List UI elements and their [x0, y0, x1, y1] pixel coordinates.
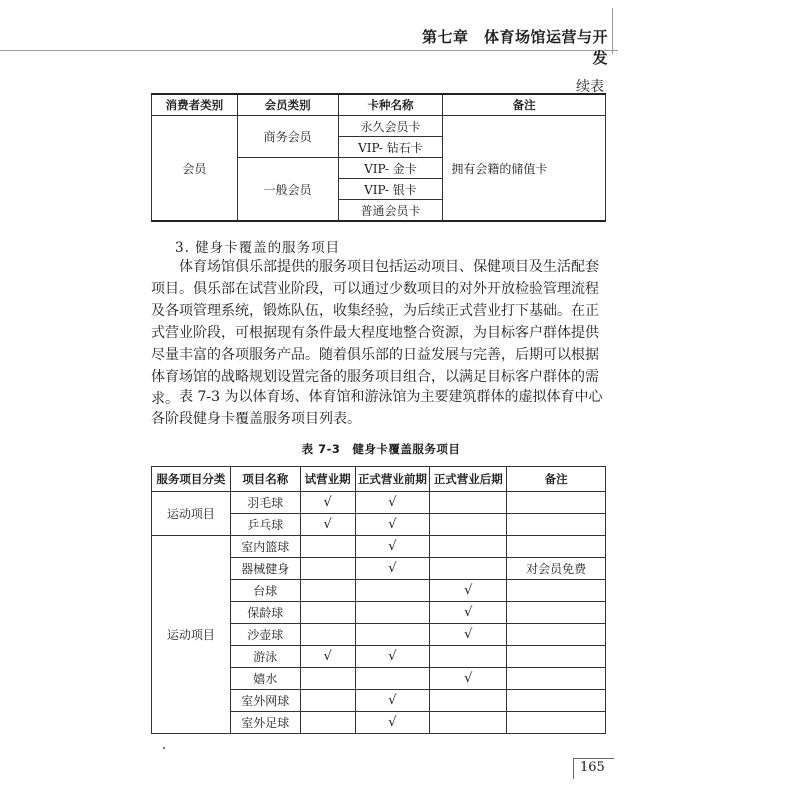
header-consumer-category: 消费者类别 — [152, 94, 238, 116]
item-name-cell: 羽毛球 — [230, 492, 300, 514]
header-card-name: 卡种名称 — [338, 94, 443, 116]
table-header-row — [152, 467, 606, 492]
trial-check-cell: √ — [300, 492, 355, 514]
late-check-cell — [430, 492, 507, 514]
card-name-cell: 普通会员卡 — [338, 200, 443, 222]
card-name-cell: VIP- 金卡 — [338, 158, 443, 179]
remarks-cell — [507, 602, 606, 624]
page-number: 165 — [580, 760, 605, 775]
remarks-cell — [507, 514, 606, 536]
remarks-cell — [507, 668, 606, 690]
header-early-operation: 正式营业前期 — [355, 467, 430, 492]
trial-check-cell — [300, 668, 355, 690]
trial-check-cell — [300, 712, 355, 734]
item-name-cell: 保龄球 — [230, 602, 300, 624]
early-check-cell — [355, 602, 430, 624]
late-check-cell: √ — [430, 624, 507, 646]
remarks-cell — [507, 580, 606, 602]
consumer-category-cell: 会员 — [152, 116, 238, 222]
late-check-cell — [430, 712, 507, 734]
item-name-cell: 室外网球 — [230, 690, 300, 712]
continued-label: 续表 — [576, 79, 604, 95]
item-name-cell: 室内篮球 — [230, 536, 300, 558]
early-check-cell: √ — [355, 536, 430, 558]
trial-check-cell: √ — [300, 646, 355, 668]
remarks-cell — [507, 492, 606, 514]
item-name-cell: 乒乓球 — [230, 514, 300, 536]
table-row — [152, 536, 606, 558]
late-check-cell — [430, 646, 507, 668]
header-trial-period: 试营业期 — [300, 467, 355, 492]
item-name-cell: 室外足球 — [230, 712, 300, 734]
table-row — [152, 492, 606, 514]
early-check-cell: √ — [355, 492, 430, 514]
late-check-cell — [430, 536, 507, 558]
header-remarks: 备注 — [443, 94, 606, 116]
header-service-category: 服务项目分类 — [152, 467, 231, 492]
trial-check-cell — [300, 558, 355, 580]
body-paragraph: 体育场馆俱乐部提供的服务项目包括运动项目、保健项目及生活配套项目。俱乐部在试营业阶段，可以通过少数项目的对外开放检验管理流程及各项管理系统，锻炼队伍，收集经验，为后续正式营业打下基础。在正式营业阶段，可根据现有条件最大程度地整合资源，为目标客户群体提供尽量丰富的各项服务产品。随着俱乐部的日益发展与完善，后期可以根据体育场馆的战略规划设置完备的服务项目组合，以满足目标客户群体的需求。 — [151, 259, 599, 407]
member-category-cell: 一般会员 — [237, 158, 338, 222]
print-speck — [163, 747, 165, 749]
late-check-cell: √ — [430, 668, 507, 690]
membership-card-table — [151, 93, 606, 222]
early-check-cell — [355, 580, 430, 602]
card-name-cell: 永久会员卡 — [338, 116, 443, 137]
remarks-cell — [507, 646, 606, 668]
trial-check-cell — [300, 624, 355, 646]
service-category-cell: 运动项目 — [152, 536, 231, 734]
item-name-cell: 游泳 — [230, 646, 300, 668]
item-name-cell: 台球 — [230, 580, 300, 602]
early-check-cell: √ — [355, 558, 430, 580]
trial-check-cell — [300, 602, 355, 624]
late-check-cell: √ — [430, 602, 507, 624]
item-name-cell: 沙壶球 — [230, 624, 300, 646]
remarks-cell — [507, 624, 606, 646]
trial-check-cell — [300, 690, 355, 712]
early-check-cell: √ — [355, 712, 430, 734]
table-header-row — [152, 94, 606, 116]
trial-check-cell: √ — [300, 514, 355, 536]
header-edge-rule — [612, 8, 613, 54]
service-coverage-table — [151, 466, 606, 734]
section-heading: 3. 健身卡覆盖的服务项目 — [175, 240, 341, 256]
header-remarks: 备注 — [507, 467, 606, 492]
card-name-cell: VIP- 钻石卡 — [338, 137, 443, 158]
early-check-cell: √ — [355, 514, 430, 536]
table-row — [152, 116, 606, 137]
member-category-cell: 商务会员 — [237, 116, 338, 158]
item-name-cell: 嬉水 — [230, 668, 300, 690]
remarks-cell: 拥有会籍的储值卡 — [443, 116, 606, 222]
early-check-cell: √ — [355, 690, 430, 712]
header-item-name: 项目名称 — [230, 467, 300, 492]
trial-check-cell — [300, 580, 355, 602]
early-check-cell: √ — [355, 646, 430, 668]
remarks-cell: 对会员免费 — [507, 558, 606, 580]
body-paragraph: 表 7-3 为以体育场、体育馆和游泳馆为主要建筑群体的虚拟体育中心各阶段健身卡覆盖服务项目列表。 — [151, 389, 603, 427]
header-member-category: 会员类别 — [237, 94, 338, 116]
late-check-cell — [430, 514, 507, 536]
remarks-cell — [507, 690, 606, 712]
service-category-cell: 运动项目 — [152, 492, 231, 536]
header-late-operation: 正式营业后期 — [430, 467, 507, 492]
remarks-cell — [507, 712, 606, 734]
trial-check-cell — [300, 536, 355, 558]
early-check-cell — [355, 668, 430, 690]
table-caption: 表 7-3 健身卡覆盖服务项目 — [301, 442, 461, 456]
late-check-cell — [430, 558, 507, 580]
remarks-cell — [507, 536, 606, 558]
card-name-cell: VIP- 银卡 — [338, 179, 443, 200]
item-name-cell: 器械健身 — [230, 558, 300, 580]
chapter-title: 第七章 体育场馆运营与开发 — [421, 28, 608, 67]
early-check-cell — [355, 624, 430, 646]
late-check-cell: √ — [430, 580, 507, 602]
late-check-cell — [430, 690, 507, 712]
